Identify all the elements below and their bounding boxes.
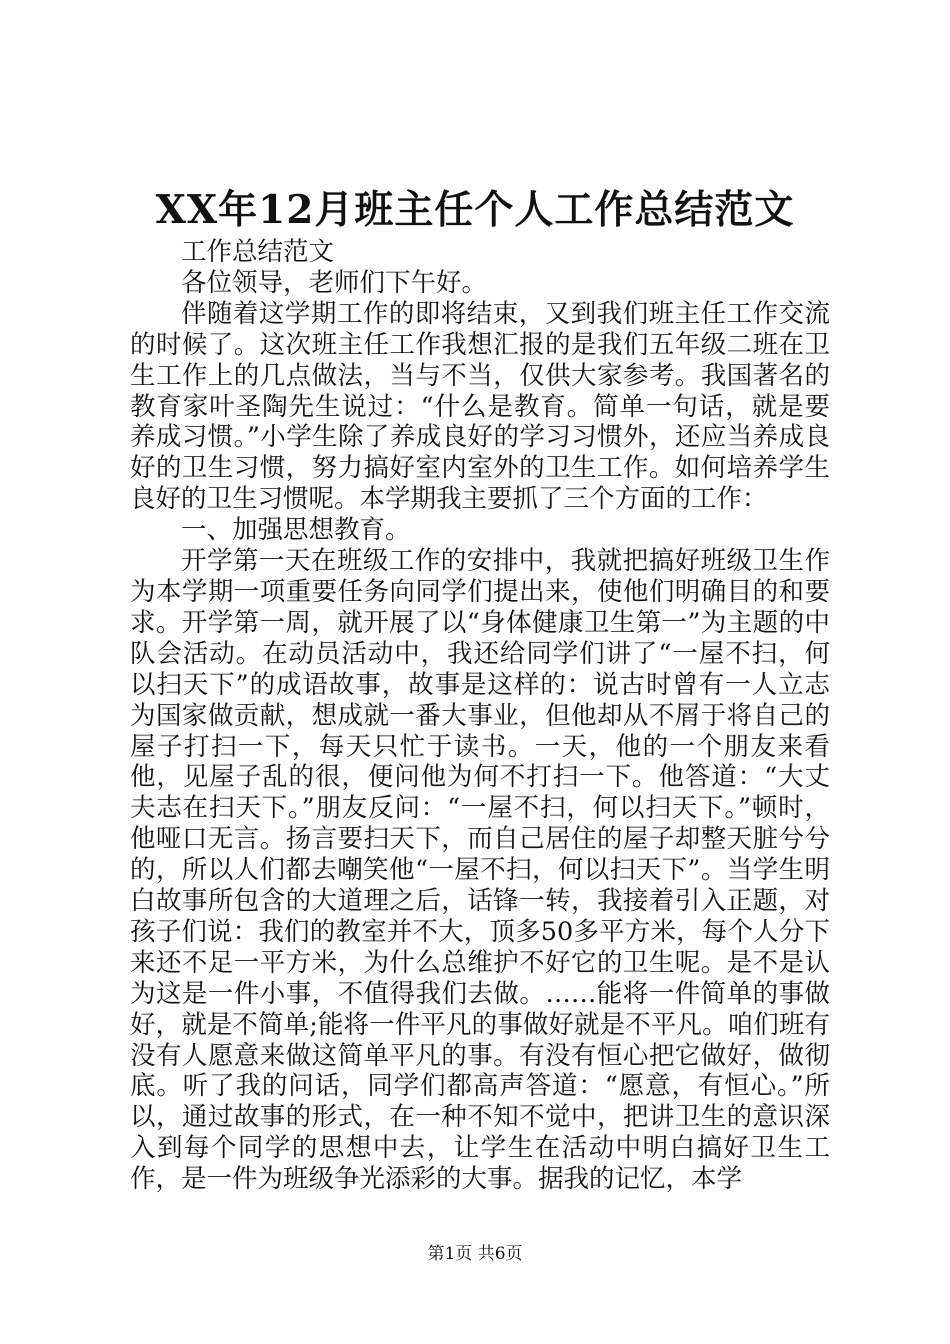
paragraph-section-1: 开学第一天在班级工作的安排中，我就把搞好班级卫生作为本学期一项重要任务向同学们提出来，使他们明确目的和要求。开学第一周，就开展了以“身体健康卫生第一”为主题的中队会活动。在动员活动中，我还给同学们讲了“一屋不扫，何以扫天下”的成语故事，故事是这样的：说古时曾有一人立志为国家做贡献，想成就一番大事业，但他却从不屑于将自己的屋子打扫一下，每天只忙于读书。一天，他的一个朋友来看他，见屋子乱的很，便问他为何不打扫一下。他答道：“大丈夫志在扫天下。”朋友反问：“一屋不扫，何以扫天下。”顿时，他哑口无言。扬言要扫天下，而自己居住的屋子却整天脏兮兮的，所以人们都去嘲笑他“一屋不扫，何以扫天下”。当学生明白故事所包含的大道理之后，话锋一转，我接着引入正题，对孩子们说：我们的教室并不大，顶多50多平方米，每个人分下来还不足一平方米，为什么总维护不好它的卫生呢。是不是认为这是一件小事，不值得我们去做。……能将一件简单的事做好，就是不简单;能将一件平凡的事做好就是不平凡。咱们班有没有人愿意来做这简单平凡的事。有没有恒心把它做好，做彻底。听了我的问话，同学们都高声答道：“愿意，有恒心。”所以，通过故事的形式，在一种不知不觉中，把讲卫生的意识深入到每个同学的思想中去，让学生在活动中明白搞好卫生工作，是一件为班级争光添彩的大事。据我的记忆，本学 [130,546,830,1195]
paragraph-intro: 伴随着这学期工作的即将结束，又到我们班主任工作交流的时候了。这次班主任工作我想汇报的是我们五年级二班在卫生工作上的几点做法，当与不当，仅供大家参考。我国著名的教育家叶圣陶先生说过：“什么是教育。简单一句话，就是要养成习惯。”小学生除了养成良好的学习习惯外，还应当养成良好的卫生习惯，努力搞好室内室外的卫生工作。如何培养学生良好的卫生习惯呢。本学期我主要抓了三个方面的工作： [130,298,830,515]
section-heading-1: 一、加强思想教育。 [181,515,411,546]
document-body [130,237,830,1195]
paragraph-heading: 工作总结范文 [181,237,335,267]
document-title: XX年12月班主任个人工作总结范文 [155,187,795,233]
paragraph-greeting: 各位领导，老师们下午好。 [181,267,488,298]
page-footer: 第1页 共6页 [427,1244,523,1264]
